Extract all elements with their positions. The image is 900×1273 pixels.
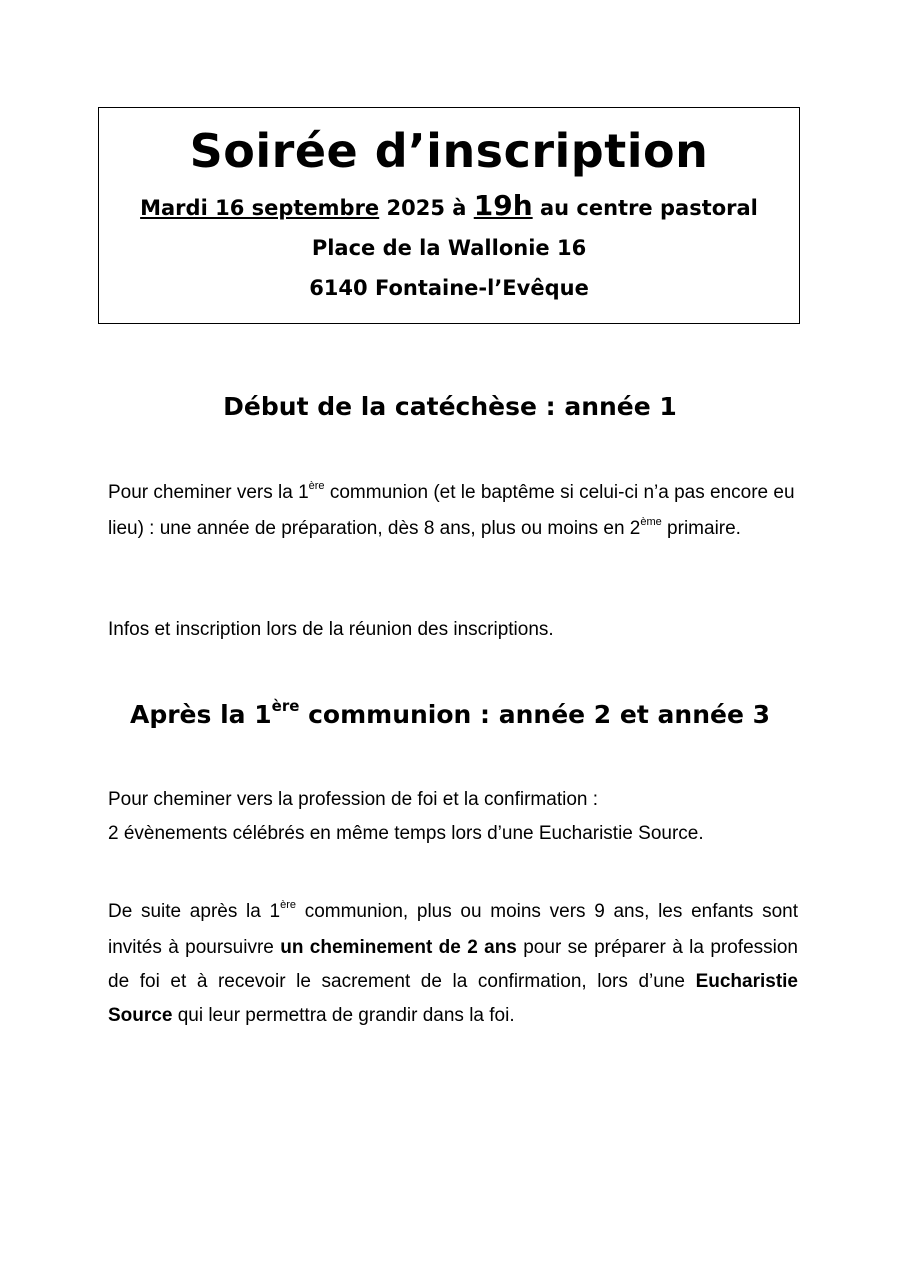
text-run: Pour cheminer vers la 1	[108, 482, 309, 503]
text-run: pour se préparer à la profession de foi et à recevoir le sacrement de la confirmation, lors d’une	[108, 937, 798, 992]
text-run: primaire.	[661, 518, 741, 539]
text-run: qui leur permettra de grandir dans la foi.	[172, 1005, 515, 1026]
superscript: ère	[280, 899, 296, 911]
superscript: ème	[640, 516, 662, 528]
superscript: ère	[271, 697, 300, 715]
section2-heading	[0, 697, 900, 729]
text-run: communion : année 2 et année 3	[299, 700, 770, 729]
event-place-intro: au centre pastoral	[532, 196, 758, 220]
section1-paragraph-2: Infos et inscription lors de la réunion des inscriptions.	[108, 619, 554, 640]
text-line: 2 évènements célébrés en même temps lors d’une Eucharistie Source.	[108, 823, 704, 844]
event-header-box	[98, 107, 800, 324]
address-line-2: 6140 Fontaine-l’Evêque	[309, 276, 589, 300]
event-time: 19h	[473, 189, 533, 222]
text-run: Après la 1	[129, 700, 272, 729]
text-run: De suite après la 1	[108, 901, 281, 922]
section2-paragraph-2	[108, 895, 798, 1033]
address-line-1: Place de la Wallonie 16	[311, 236, 587, 260]
event-year: 2025 à	[379, 196, 474, 220]
page-title: Soirée d’inscription	[189, 124, 709, 178]
section2-paragraph-1	[108, 783, 798, 851]
bold-text: Eucharistie Source	[108, 971, 798, 1026]
bold-text: un cheminement de 2 ans	[280, 937, 517, 958]
text-line: Pour cheminer vers la profession de foi et la confirmation :	[108, 789, 599, 810]
section1-paragraph-1	[108, 476, 798, 548]
event-date: Mardi 16 septembre	[140, 196, 380, 220]
superscript: ère	[308, 480, 325, 492]
text-run: communion (et le baptême si celui-ci n’a pas encore eu lieu) : une année de préparation, dès 8 ans, plus ou moins en 2	[108, 482, 795, 539]
event-datetime-line	[99, 186, 799, 228]
text-run: communion, plus ou moins vers 9 ans, les enfants sont invités à poursuivre	[108, 901, 798, 958]
section1-heading: Début de la catéchèse : année 1	[223, 392, 677, 421]
